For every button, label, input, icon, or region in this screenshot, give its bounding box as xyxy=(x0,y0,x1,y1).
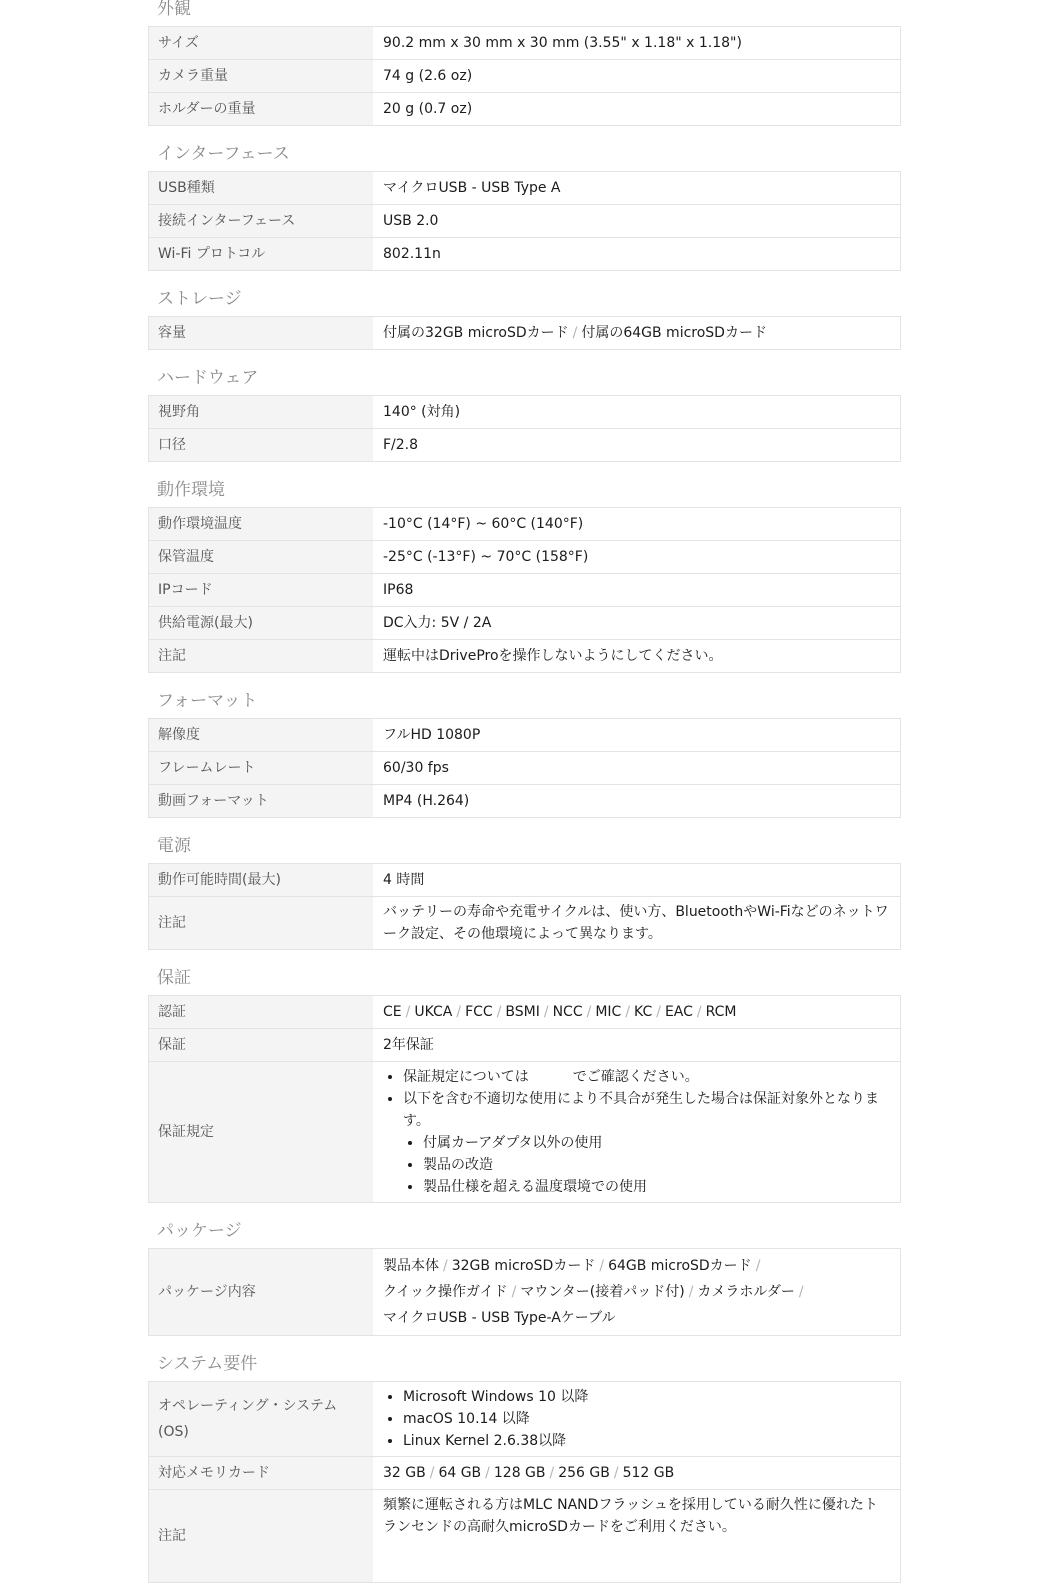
section-title: 保証 xyxy=(157,968,191,988)
section-title: インターフェース xyxy=(157,144,290,164)
section-system-requirements xyxy=(148,1347,901,1583)
package-item: 64GB microSDカード xyxy=(608,1258,752,1274)
spec-value: DC入力: 5V / 2A xyxy=(373,607,900,639)
spec-row xyxy=(149,784,900,817)
certification-item: BSMI xyxy=(505,1004,540,1020)
certification-item: EAC xyxy=(664,1004,693,1020)
list-item: 付属の32GB microSDカード xyxy=(383,325,569,341)
separator: / xyxy=(405,1004,411,1020)
separator: / xyxy=(613,1465,619,1481)
inline-list xyxy=(383,1462,890,1484)
separator: / xyxy=(496,1004,502,1020)
warranty-text-after: でご確認ください。 xyxy=(572,1069,699,1085)
spec-label: IPコード xyxy=(149,574,373,606)
spec-table xyxy=(148,316,901,350)
spec-row xyxy=(149,996,900,1028)
spec-label: 保管温度 xyxy=(149,541,373,573)
separator: / xyxy=(696,1004,702,1020)
separator: / xyxy=(599,1258,605,1274)
spec-table xyxy=(148,395,901,462)
spec-value: マイクロUSB - USB Type A xyxy=(373,172,900,204)
spec-value: 60/30 fps xyxy=(373,752,900,784)
separator: / xyxy=(625,1004,631,1020)
spec-row xyxy=(149,1061,900,1202)
spec-table xyxy=(148,26,901,126)
certification-item: MIC xyxy=(595,1004,622,1020)
spec-value: F/2.8 xyxy=(373,429,900,461)
spec-value: 802.11n xyxy=(373,238,900,270)
spec-label: Wi-Fi プロトコル xyxy=(149,238,373,270)
spec-label: 供給電源(最大) xyxy=(149,607,373,639)
separator: / xyxy=(688,1284,694,1300)
list-item: • macOS 10.14 以降 xyxy=(403,1408,890,1430)
spec-row xyxy=(149,1382,900,1456)
spec-label: 認証 xyxy=(149,996,373,1028)
spec-value xyxy=(373,1382,900,1456)
spec-label: 注記 xyxy=(149,897,373,949)
spec-table xyxy=(148,995,901,1203)
section-storage xyxy=(148,282,901,350)
spec-label: 保証規定 xyxy=(149,1062,373,1202)
package-item: マイクロUSB - USB Type-Aケーブル xyxy=(383,1310,616,1326)
separator: / xyxy=(656,1004,661,1020)
spec-row xyxy=(149,1456,900,1489)
section-title: 動作環境 xyxy=(157,480,225,500)
spec-value: 20 g (0.7 oz) xyxy=(373,93,900,125)
spec-row xyxy=(149,172,900,204)
spec-label: 視野角 xyxy=(149,396,373,428)
spec-value xyxy=(373,996,900,1028)
inline-list xyxy=(383,322,890,344)
spec-label: 注記 xyxy=(149,1490,373,1582)
spec-value xyxy=(373,317,900,349)
spec-row xyxy=(149,1249,900,1335)
list-item: 256 GB xyxy=(558,1465,610,1481)
spec-label: オペレーティング・システム(OS) xyxy=(149,1382,373,1456)
spec-row xyxy=(149,204,900,237)
package-line xyxy=(383,1279,890,1305)
separator: / xyxy=(511,1284,517,1300)
spec-label: 対応メモリカード xyxy=(149,1457,373,1489)
separator: / xyxy=(456,1004,462,1020)
spec-row xyxy=(149,606,900,639)
spec-row xyxy=(149,573,900,606)
separator: / xyxy=(443,1258,448,1274)
separator: / xyxy=(429,1465,435,1481)
list-item: 512 GB xyxy=(622,1465,675,1481)
spec-label: USB種類 xyxy=(149,172,373,204)
certification-item: RCM xyxy=(705,1004,737,1020)
spec-row xyxy=(149,639,900,672)
section-title: 電源 xyxy=(157,836,191,856)
spec-label: 注記 xyxy=(149,640,373,672)
package-item: マウンター(接着パッド付) xyxy=(520,1284,685,1300)
spec-sheet xyxy=(148,0,901,1594)
separator: / xyxy=(543,1004,549,1020)
certification-item: FCC xyxy=(465,1004,493,1020)
list-item: • 製品仕様を超える温度環境での使用 xyxy=(423,1176,890,1198)
spec-value: 74 g (2.6 oz) xyxy=(373,60,900,92)
spec-row xyxy=(149,428,900,461)
spec-row xyxy=(149,864,900,896)
spec-label: 動作環境温度 xyxy=(149,508,373,540)
list-item xyxy=(403,1088,890,1198)
separator: / xyxy=(549,1465,555,1481)
spec-table xyxy=(148,718,901,818)
spec-label: ホルダーの重量 xyxy=(149,93,373,125)
spec-label: 解像度 xyxy=(149,719,373,751)
spec-value xyxy=(373,1457,900,1489)
list-item: • Linux Kernel 2.6.38以降 xyxy=(403,1430,890,1452)
package-item: 32GB microSDカード xyxy=(451,1258,596,1274)
spec-value: 140° (対角) xyxy=(373,396,900,428)
separator: / xyxy=(755,1258,761,1274)
list-item: • 製品の改造 xyxy=(423,1154,890,1176)
section-warranty xyxy=(148,961,901,1203)
spec-row xyxy=(149,1489,900,1582)
warranty-terms-list xyxy=(383,1066,890,1198)
spec-value: 4 時間 xyxy=(373,864,900,896)
spec-row xyxy=(149,27,900,59)
spec-table xyxy=(148,1248,901,1336)
warranty-exclusion-text: 以下を含む不適切な使用により不具合が発生した場合は保証対象外となります。 xyxy=(403,1091,879,1129)
spec-row xyxy=(149,508,900,540)
spec-row xyxy=(149,237,900,270)
package-item: 製品本体 xyxy=(383,1258,439,1274)
spec-label: 口径 xyxy=(149,429,373,461)
section-title: ストレージ xyxy=(157,289,242,309)
certification-item: KC xyxy=(634,1004,653,1020)
package-line xyxy=(383,1305,890,1331)
spec-label: カメラ重量 xyxy=(149,60,373,92)
certification-item: CE xyxy=(383,1004,402,1020)
package-item: クイック操作ガイド xyxy=(383,1284,508,1300)
spec-value: IP68 xyxy=(373,574,900,606)
spec-label: 動画フォーマット xyxy=(149,785,373,817)
spec-row xyxy=(149,751,900,784)
spec-label: 容量 xyxy=(149,317,373,349)
separator: / xyxy=(572,325,578,341)
spec-table xyxy=(148,507,901,673)
spec-value: MP4 (H.264) xyxy=(373,785,900,817)
list-item: • 付属カーアダプタ以外の使用 xyxy=(423,1132,890,1154)
section-title: システム要件 xyxy=(157,1354,258,1374)
spec-label: サイズ xyxy=(149,27,373,59)
list-item xyxy=(403,1066,890,1088)
spec-row xyxy=(149,1028,900,1061)
separator: / xyxy=(485,1465,490,1481)
warranty-text-before: 保証規定については xyxy=(403,1069,529,1085)
section-title: ハードウェア xyxy=(157,368,259,388)
list-item: 64 GB xyxy=(438,1465,482,1481)
spec-row xyxy=(149,540,900,573)
separator: / xyxy=(586,1004,592,1020)
certification-item: NCC xyxy=(552,1004,583,1020)
spec-value xyxy=(373,1249,900,1335)
spec-row xyxy=(149,317,900,349)
spec-row xyxy=(149,719,900,751)
inline-list xyxy=(383,1001,890,1023)
spec-table xyxy=(148,1381,901,1583)
spec-row xyxy=(149,92,900,125)
spec-value: -25°C (-13°F) ~ 70°C (158°F) xyxy=(373,541,900,573)
section-title: 外観 xyxy=(157,0,191,19)
section-title: パッケージ xyxy=(157,1221,242,1241)
spec-value: 運転中はDriveProを操作しないようにしてください。 xyxy=(373,640,900,672)
spec-value: 頻繁に運転される方はMLC NANDフラッシュを採用している耐久性に優れたトランセンドの高耐久microSDカードをご利用ください。 xyxy=(373,1490,900,1582)
spec-value xyxy=(373,1062,900,1202)
os-list xyxy=(383,1386,890,1452)
spec-value: フルHD 1080P xyxy=(373,719,900,751)
sub-list xyxy=(403,1132,890,1198)
spec-row xyxy=(149,896,900,949)
spec-row xyxy=(149,59,900,92)
spec-label: 動作可能時間(最大) xyxy=(149,864,373,896)
spec-table xyxy=(148,863,901,950)
spec-row xyxy=(149,396,900,428)
list-item: 付属の64GB microSDカード xyxy=(581,325,767,341)
spec-label: 保証 xyxy=(149,1029,373,1061)
spec-label: フレームレート xyxy=(149,752,373,784)
section-hardware xyxy=(148,361,901,462)
spec-label: 接続インターフェース xyxy=(149,205,373,237)
certification-item: UKCA xyxy=(414,1004,453,1020)
package-line xyxy=(383,1253,890,1279)
list-item: • Microsoft Windows 10 以降 xyxy=(403,1386,890,1408)
list-item: 32 GB xyxy=(383,1465,426,1481)
spec-value: バッテリーの寿命や充電サイクルは、使い方、BluetoothやWi-Fiなどのネットワーク設定、その他環境によって異なります。 xyxy=(373,897,900,949)
section-power xyxy=(148,829,901,950)
separator: / xyxy=(798,1284,804,1300)
section-environment xyxy=(148,473,901,673)
section-title: フォーマット xyxy=(157,691,258,711)
section-interface xyxy=(148,137,901,271)
spec-label: パッケージ内容 xyxy=(149,1249,373,1335)
section-format xyxy=(148,684,901,818)
spec-value: 90.2 mm x 30 mm x 30 mm (3.55" x 1.18" x 1.18") xyxy=(373,27,900,59)
list-item: 128 GB xyxy=(493,1465,546,1481)
section-package xyxy=(148,1214,901,1336)
spec-table xyxy=(148,171,901,271)
spec-value: -10°C (14°F) ~ 60°C (140°F) xyxy=(373,508,900,540)
package-item: カメラホルダー xyxy=(697,1284,795,1300)
spec-value: USB 2.0 xyxy=(373,205,900,237)
section-appearance xyxy=(148,0,901,126)
spec-value: 2年保証 xyxy=(373,1029,900,1061)
